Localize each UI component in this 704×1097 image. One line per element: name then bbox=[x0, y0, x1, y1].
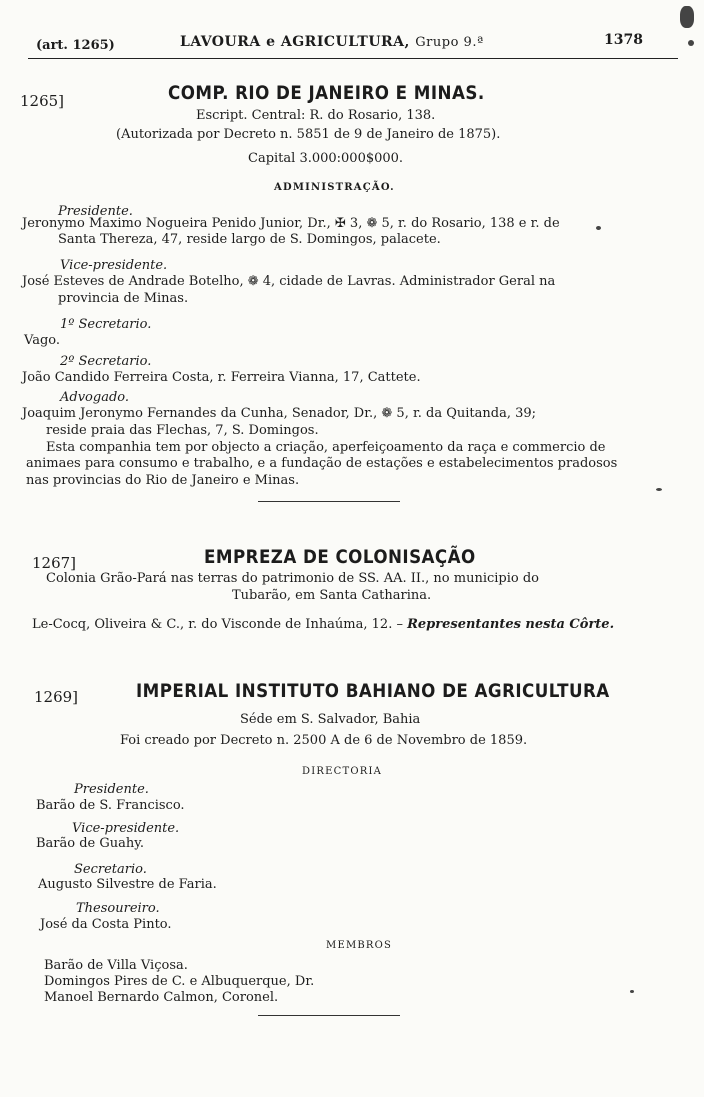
page-speck bbox=[656, 488, 662, 491]
entry-1267-representatives-note: Representantes nesta Côrte. bbox=[407, 617, 615, 632]
header-title-text: LAVOURA e AGRICULTURA, bbox=[180, 34, 410, 50]
role-first-secretary: 1º Secretario. bbox=[60, 317, 152, 332]
entry-title-1269: IMPERIAL INSTITUTO BAHIANO DE AGRICULTURA bbox=[136, 680, 610, 702]
entry-1265-admin-heading: ADMINISTRAÇÃO. bbox=[274, 182, 395, 193]
page-edge-mark bbox=[680, 6, 694, 28]
vice-president-line-2: provincia de Minas. bbox=[58, 291, 189, 306]
header-rule bbox=[28, 58, 678, 59]
second-secretary-line: João Candido Ferreira Costa, r. Ferreira Vianna, 17, Cattete. bbox=[22, 370, 421, 385]
president-line-2: Santa Thereza, 47, reside largo de S. Domingos, palacete. bbox=[58, 232, 441, 247]
header-article-ref: (art. 1265) bbox=[36, 38, 115, 53]
role-1269-secretary: Secretario. bbox=[74, 862, 147, 877]
role-president: Presidente. bbox=[58, 204, 133, 219]
header-page-number: 1378 bbox=[604, 32, 643, 48]
member-1: Barão de Villa Viçosa. bbox=[44, 958, 188, 973]
role-1269-president: Presidente. bbox=[74, 782, 149, 797]
description-line-2: animaes para consumo e trabalho, e a fundação de estações e estabelecimentos pradosos bbox=[26, 456, 618, 471]
role-1269-vice-president: Vice-presidente. bbox=[72, 821, 180, 836]
entry-1265-office: Escript. Central: R. do Rosario, 138. bbox=[196, 108, 436, 123]
member-2: Domingos Pires de C. e Albuquerque, Dr. bbox=[44, 974, 315, 989]
description-line-1: Esta companhia tem por objecto a criação, aperfeiçoamento da raça e commercio de bbox=[46, 440, 606, 455]
entry-1267-representatives: Le-Cocq, Oliveira & C., r. do Visconde de Inhaúma, 12. – bbox=[32, 617, 403, 632]
role-second-secretary: 2º Secretario. bbox=[60, 354, 152, 369]
entry-title-1267: EMPREZA DE COLONISAÇÃO bbox=[204, 546, 476, 568]
header-group: Grupo 9.ª bbox=[415, 35, 484, 50]
entry-1267-line-3 bbox=[32, 617, 614, 633]
entry-number-1267: 1267] bbox=[32, 554, 77, 572]
president-line-1: Jeronymo Maximo Nogueira Penido Junior, Dr., ✠ 3, ❁ 5, r. do Rosario, 138 e r. de bbox=[22, 216, 560, 231]
member-3: Manoel Bernardo Calmon, Coronel. bbox=[44, 990, 279, 1005]
section-divider-1 bbox=[258, 501, 400, 502]
vice-president-line-1: José Esteves de Andrade Botelho, ❁ 4, cidade de Lavras. Administrador Geral na bbox=[22, 274, 556, 289]
entry-1269-members-heading: MEMBROS bbox=[326, 940, 393, 951]
page-speck bbox=[688, 40, 694, 46]
page-speck bbox=[596, 226, 601, 230]
name-1269-vice-president: Barão de Guahy. bbox=[36, 836, 145, 851]
description-line-3: nas provincias do Rio de Janeiro e Minas. bbox=[26, 473, 300, 488]
name-1269-treasurer: José da Costa Pinto. bbox=[40, 917, 172, 932]
header-title bbox=[180, 34, 484, 50]
page-speck bbox=[630, 990, 634, 993]
entry-1269-directoria-heading: DIRECTORIA bbox=[302, 766, 383, 777]
entry-number-1265: 1265] bbox=[20, 92, 65, 110]
entry-title-1265: COMP. RIO DE JANEIRO E MINAS. bbox=[168, 82, 485, 104]
entry-1265-capital: Capital 3.000:000$000. bbox=[248, 151, 404, 166]
entry-1267-line-2: Tubarão, em Santa Catharina. bbox=[232, 588, 432, 603]
lawyer-line-2: reside praia das Flechas, 7, S. Domingos. bbox=[46, 423, 319, 438]
entry-1267-line-1: Colonia Grão-Pará nas terras do patrimonio de SS. AA. II., no municipio do bbox=[46, 571, 539, 586]
role-vice-president: Vice-presidente. bbox=[60, 258, 168, 273]
entry-number-1269: 1269] bbox=[34, 688, 79, 706]
entry-1269-decree: Foi creado por Decreto n. 2500 A de 6 de Novembro de 1859. bbox=[120, 733, 528, 748]
lawyer-line-1: Joaquim Jeronymo Fernandes da Cunha, Senador, Dr., ❁ 5, r. da Quitanda, 39; bbox=[22, 406, 537, 421]
role-lawyer: Advogado. bbox=[60, 390, 130, 405]
role-1269-treasurer: Thesoureiro. bbox=[76, 901, 160, 916]
entry-1269-seat: Séde em S. Salvador, Bahia bbox=[240, 712, 421, 727]
name-1269-secretary: Augusto Silvestre de Faria. bbox=[38, 877, 217, 892]
entry-1265-decree: (Autorizada por Decreto n. 5851 de 9 de Janeiro de 1875). bbox=[116, 127, 501, 142]
name-1269-president: Barão de S. Francisco. bbox=[36, 798, 185, 813]
first-secretary-name: Vago. bbox=[24, 333, 60, 348]
section-divider-2 bbox=[258, 1015, 400, 1016]
